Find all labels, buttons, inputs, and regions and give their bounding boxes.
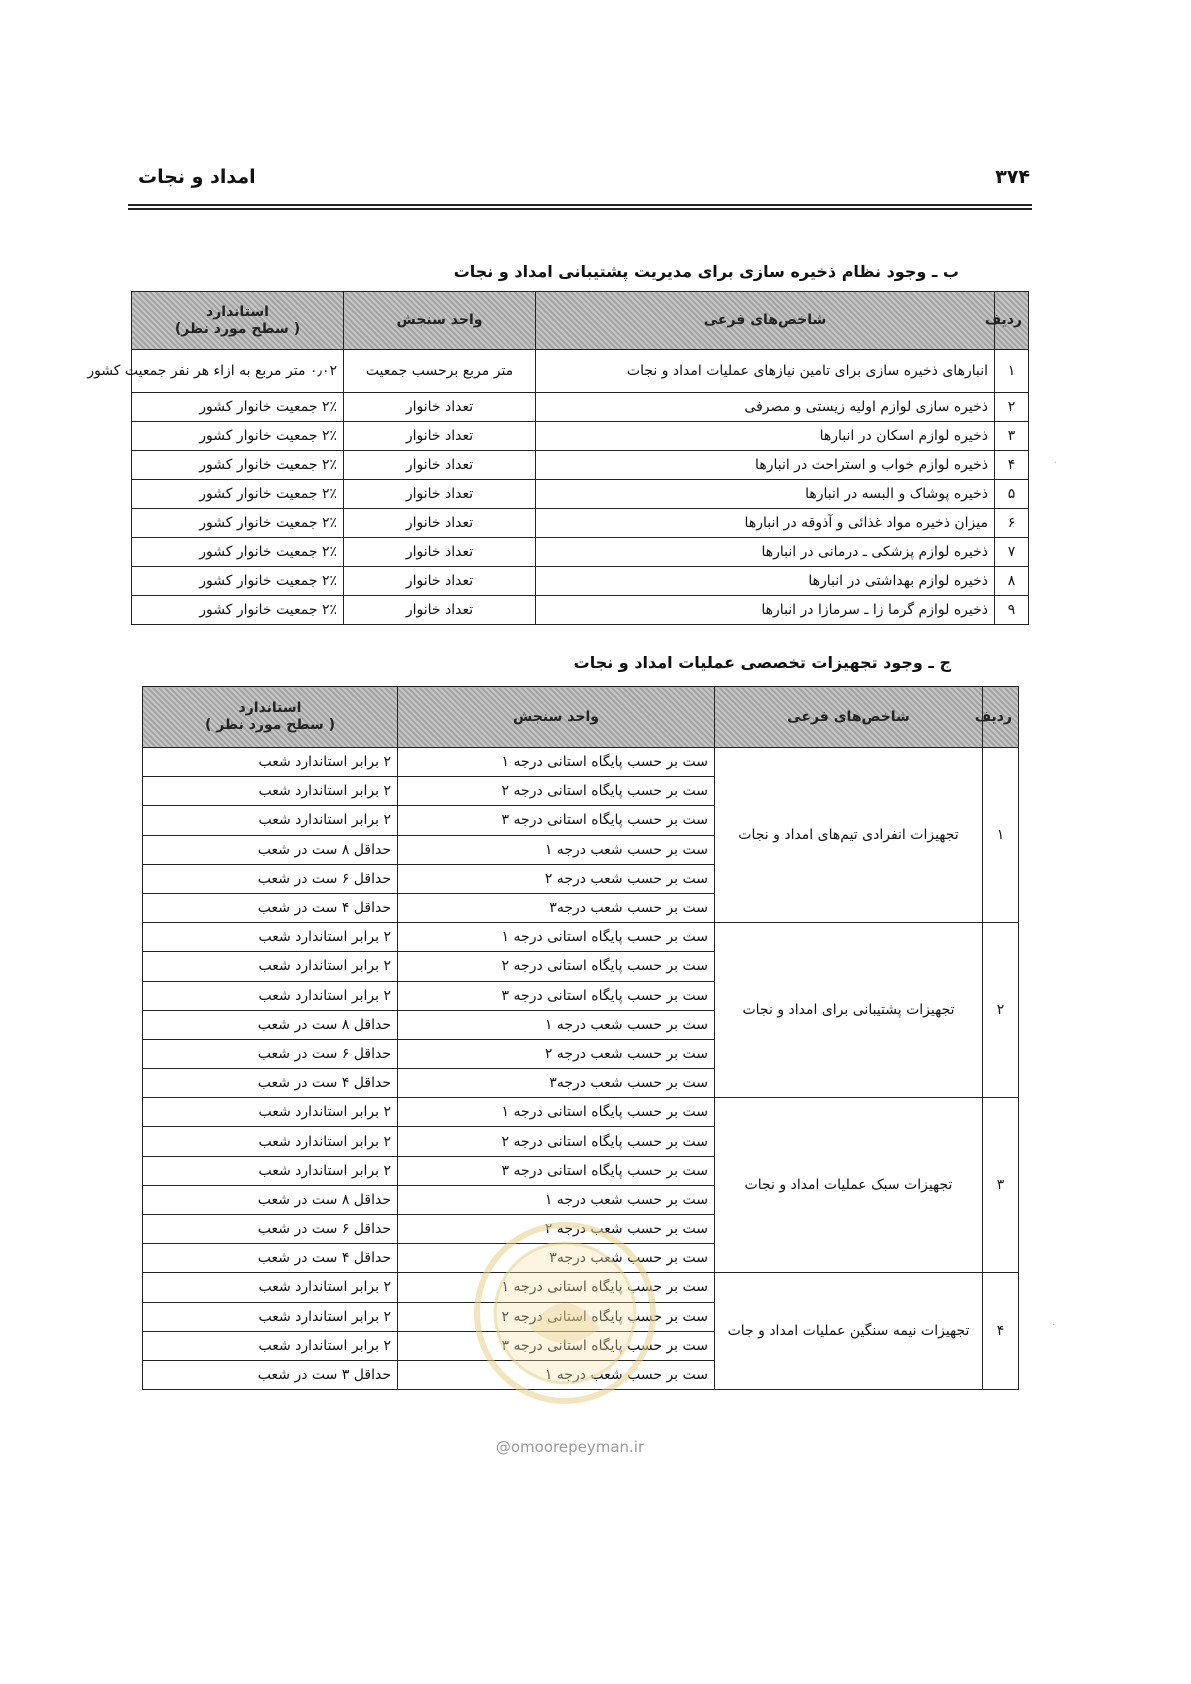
table-row bbox=[132, 480, 1029, 509]
unit-cell: ست بر حسب شعب درجه ۱ bbox=[398, 1010, 715, 1039]
standard-cell: ۲٪ جمعیت خانوار کشور bbox=[132, 451, 344, 480]
unit-cell: تعداد خانوار bbox=[344, 422, 536, 451]
standard-cell: حداقل ۴ ست در شعب bbox=[143, 1244, 398, 1273]
unit-cell: ست بر حسب شعب درجه ۲ bbox=[398, 864, 715, 893]
table-row bbox=[132, 350, 1029, 393]
col-standard: استاندارد ( سطح مورد نظر ) bbox=[143, 687, 398, 748]
row-number: ۱ bbox=[995, 350, 1029, 393]
running-title: امداد و نجات bbox=[138, 166, 256, 188]
unit-cell: ست بر حسب پایگاه استانی درجه ۱ bbox=[398, 1098, 715, 1127]
unit-cell: تعداد خانوار bbox=[344, 451, 536, 480]
standard-cell: حداقل ۶ ست در شعب bbox=[143, 864, 398, 893]
group-number: ۴ bbox=[983, 1273, 1019, 1390]
standard-cell: ۰٫۰۲ متر مربع به ازاء هر نفر جمعیت کشور bbox=[132, 350, 344, 393]
indicator-cell: ذخیره لوازم پزشکی ـ درمانی در انبارها bbox=[536, 538, 995, 567]
standard-cell: ۲ برابر استاندارد شعب bbox=[143, 923, 398, 952]
standard-cell: ۲٪ جمعیت خانوار کشور bbox=[132, 596, 344, 625]
indicator-cell: ذخیره لوازم گرما زا ـ سرمازا در انبارها bbox=[536, 596, 995, 625]
standard-cell: ۲٪ جمعیت خانوار کشور bbox=[132, 509, 344, 538]
indicator-cell: ذخیره سازی لوازم اولیه زیستی و مصرفی bbox=[536, 393, 995, 422]
table-row bbox=[132, 567, 1029, 596]
unit-cell: تعداد خانوار bbox=[344, 596, 536, 625]
table-row bbox=[132, 596, 1029, 625]
standard-cell: حداقل ۶ ست در شعب bbox=[143, 1039, 398, 1068]
watermark-text: @omoorepeyman.ir bbox=[495, 1438, 645, 1456]
table-row bbox=[143, 748, 1019, 777]
standard-cell: ۲ برابر استاندارد شعب bbox=[143, 777, 398, 806]
unit-cell: ست بر حسب شعب درجه ۱ bbox=[398, 1360, 715, 1389]
standard-cell: ۲ برابر استاندارد شعب bbox=[143, 748, 398, 777]
standard-cell: حداقل ۸ ست در شعب bbox=[143, 1185, 398, 1214]
col-indicator: شاخص‌های فرعی bbox=[536, 292, 995, 350]
standard-cell: ۲ برابر استاندارد شعب bbox=[143, 1127, 398, 1156]
watermark-seal bbox=[470, 1218, 660, 1408]
unit-cell: ست بر حسب پایگاه استانی درجه ۳ bbox=[398, 1331, 715, 1360]
standard-cell: ۲٪ جمعیت خانوار کشور bbox=[132, 393, 344, 422]
table-row bbox=[132, 451, 1029, 480]
unit-cell: ست بر حسب پایگاه استانی درجه ۱ bbox=[398, 1273, 715, 1302]
standard-cell: ۲٪ جمعیت خانوار کشور bbox=[132, 480, 344, 509]
col-indicator: شاخص‌های فرعی bbox=[715, 687, 983, 748]
col-row: ردیف bbox=[995, 292, 1029, 350]
standard-cell: ۲ برابر استاندارد شعب bbox=[143, 1273, 398, 1302]
standard-cell: حداقل ۶ ست در شعب bbox=[143, 1215, 398, 1244]
row-number: ۵ bbox=[995, 480, 1029, 509]
indicator-cell: میزان ذخیره مواد غذائی و آذوقه در انبارها bbox=[536, 509, 995, 538]
standard-cell: ۲ برابر استاندارد شعب bbox=[143, 806, 398, 835]
margin-dot: · bbox=[1052, 1320, 1056, 1331]
standard-cell: ۲٪ جمعیت خانوار کشور bbox=[132, 538, 344, 567]
table-row bbox=[143, 1098, 1019, 1127]
storage-table bbox=[87, 291, 1029, 625]
unit-cell: ست بر حسب پایگاه استانی درجه ۳ bbox=[398, 806, 715, 835]
indicator-cell: ذخیره لوازم اسکان در انبارها bbox=[536, 422, 995, 451]
row-number: ۳ bbox=[995, 422, 1029, 451]
indicator-cell: ذخیره پوشاک و البسه در انبارها bbox=[536, 480, 995, 509]
standard-cell: ۲٪ جمعیت خانوار کشور bbox=[132, 567, 344, 596]
unit-cell: تعداد خانوار bbox=[344, 480, 536, 509]
unit-cell: ست بر حسب شعب درجه ۱ bbox=[398, 835, 715, 864]
unit-cell: ست بر حسب شعب درجه ۲ bbox=[398, 1039, 715, 1068]
unit-cell: ست بر حسب پایگاه استانی درجه ۳ bbox=[398, 981, 715, 1010]
group-number: ۲ bbox=[983, 923, 1019, 1098]
col-standard: استاندارد ( سطح مورد نظر) bbox=[132, 292, 344, 350]
unit-cell: ست بر حسب شعب درجه۳ bbox=[398, 1069, 715, 1098]
unit-cell: ست بر حسب پایگاه استانی درجه ۳ bbox=[398, 1156, 715, 1185]
unit-cell: ست بر حسب شعب درجه۳ bbox=[398, 893, 715, 922]
unit-cell: ست بر حسب شعب درجه۳ bbox=[398, 1244, 715, 1273]
page-header bbox=[128, 160, 1032, 210]
col-unit: واحد سنجش bbox=[398, 687, 715, 748]
row-number: ۴ bbox=[995, 451, 1029, 480]
standard-cell: ۲ برابر استاندارد شعب bbox=[143, 1331, 398, 1360]
standard-cell: ۲ برابر استاندارد شعب bbox=[143, 952, 398, 981]
group-number: ۱ bbox=[983, 748, 1019, 923]
row-number: ۲ bbox=[995, 393, 1029, 422]
storage-table-header bbox=[132, 292, 1029, 350]
unit-cell: ست بر حسب پایگاه استانی درجه ۲ bbox=[398, 1302, 715, 1331]
col-row: ردیف bbox=[983, 687, 1019, 748]
unit-cell: ست بر حسب پایگاه استانی درجه ۲ bbox=[398, 952, 715, 981]
standard-cell: حداقل ۴ ست در شعب bbox=[143, 893, 398, 922]
unit-cell: ست بر حسب پایگاه استانی درجه ۲ bbox=[398, 777, 715, 806]
row-number: ۸ bbox=[995, 567, 1029, 596]
unit-cell: متر مربع برحسب جمعیت bbox=[344, 350, 536, 393]
unit-cell: ست بر حسب شعب درجه ۲ bbox=[398, 1215, 715, 1244]
unit-cell: تعداد خانوار bbox=[344, 393, 536, 422]
equipment-table-header bbox=[143, 687, 1019, 748]
row-number: ۷ bbox=[995, 538, 1029, 567]
standard-cell: ۲ برابر استاندارد شعب bbox=[143, 1156, 398, 1185]
standard-cell: حداقل ۴ ست در شعب bbox=[143, 1069, 398, 1098]
indicator-cell: ذخیره لوازم بهداشتی در انبارها bbox=[536, 567, 995, 596]
standard-cell: ۲ برابر استاندارد شعب bbox=[143, 1098, 398, 1127]
row-number: ۶ bbox=[995, 509, 1029, 538]
standard-cell: حداقل ۳ ست در شعب bbox=[143, 1360, 398, 1389]
section-c-title: ج ـ وجود تجهیزات تخصصی عملیات امداد و نجات bbox=[573, 653, 951, 672]
unit-cell: ست بر حسب پایگاه استانی درجه ۲ bbox=[398, 1127, 715, 1156]
unit-cell: تعداد خانوار bbox=[344, 567, 536, 596]
standard-cell: ۲ برابر استاندارد شعب bbox=[143, 1302, 398, 1331]
group-indicator: تجهیزات نیمه سنگین عملیات امداد و جات bbox=[715, 1273, 983, 1390]
standard-cell: ۲٪ جمعیت خانوار کشور bbox=[132, 422, 344, 451]
table-row bbox=[143, 923, 1019, 952]
standard-cell: حداقل ۸ ست در شعب bbox=[143, 1010, 398, 1039]
unit-cell: ست بر حسب پایگاه استانی درجه ۱ bbox=[398, 748, 715, 777]
unit-cell: تعداد خانوار bbox=[344, 538, 536, 567]
table-row bbox=[132, 538, 1029, 567]
margin-dot: · bbox=[1054, 458, 1058, 469]
unit-cell: ست بر حسب پایگاه استانی درجه ۱ bbox=[398, 923, 715, 952]
group-number: ۳ bbox=[983, 1098, 1019, 1273]
indicator-cell: انبارهای ذخیره سازی برای تامین نیازهای عملیات امداد و نجات bbox=[536, 350, 995, 393]
table-row bbox=[132, 393, 1029, 422]
unit-cell: ست بر حسب شعب درجه ۱ bbox=[398, 1185, 715, 1214]
group-indicator: تجهیزات پشتیبانی برای امداد و نجات bbox=[715, 923, 983, 1098]
indicator-cell: ذخیره لوازم خواب و استراحت در انبارها bbox=[536, 451, 995, 480]
standard-cell: حداقل ۸ ست در شعب bbox=[143, 835, 398, 864]
table-row bbox=[132, 509, 1029, 538]
table-row bbox=[132, 422, 1029, 451]
unit-cell: تعداد خانوار bbox=[344, 509, 536, 538]
standard-cell: ۲ برابر استاندارد شعب bbox=[143, 981, 398, 1010]
section-b-title: ب ـ وجود نظام ذخیره سازی برای مدیریت پشتیبانی امداد و نجات bbox=[453, 262, 959, 281]
page-number: ۳۷۴ bbox=[995, 166, 1030, 188]
row-number: ۹ bbox=[995, 596, 1029, 625]
group-indicator: تجهیزات سبک عملیات امداد و نجات bbox=[715, 1098, 983, 1273]
col-unit: واحد سنجش bbox=[344, 292, 536, 350]
group-indicator: تجهیزات انفرادی تیم‌های امداد و نجات bbox=[715, 748, 983, 923]
